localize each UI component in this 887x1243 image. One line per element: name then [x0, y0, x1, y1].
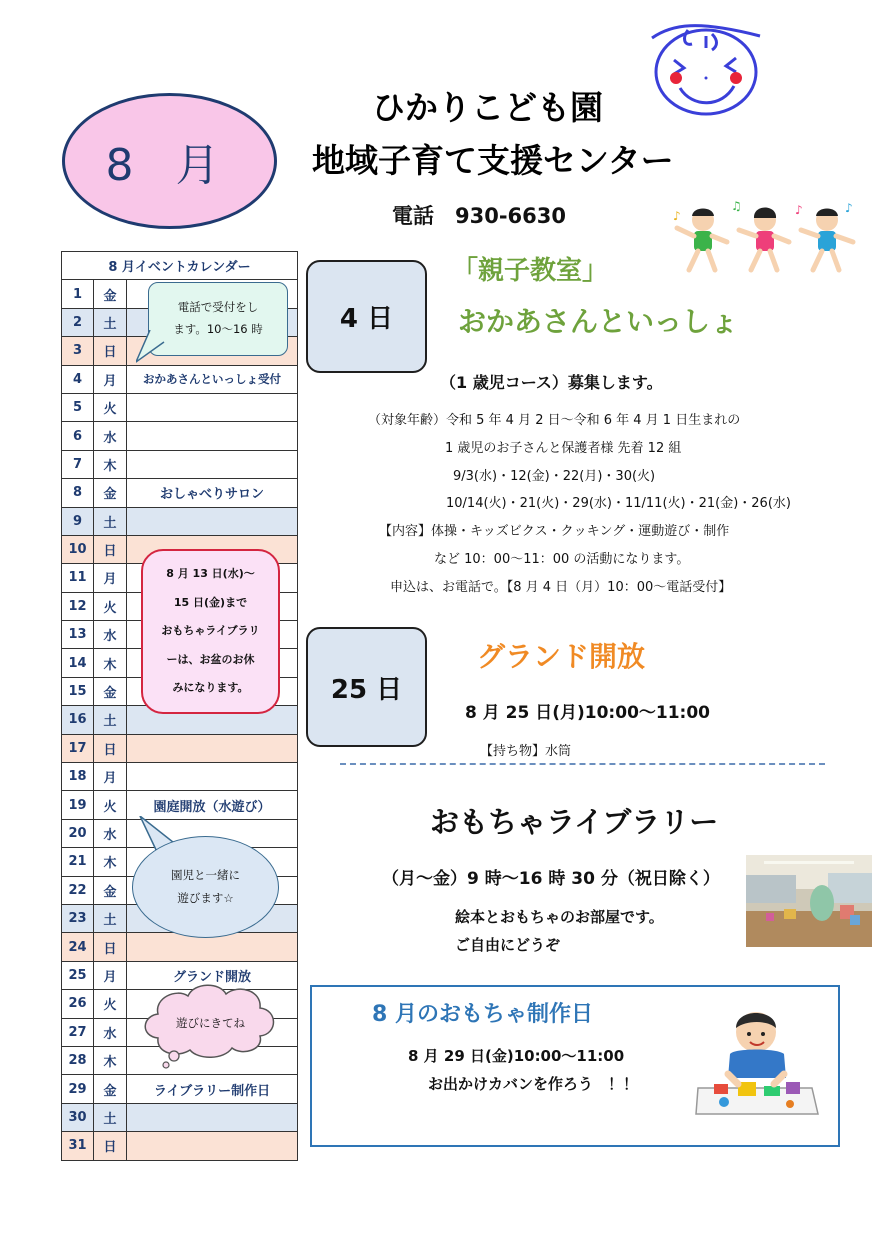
calendar-event — [127, 1103, 298, 1131]
calendar-date: 12 — [62, 592, 94, 620]
class-content: など 10：00～11：00 の活動になります。 — [434, 552, 690, 567]
calendar-date: 29 — [62, 1075, 94, 1103]
calendar-row — [62, 393, 298, 421]
calendar-date: 28 — [62, 1046, 94, 1074]
bubble-text: ます。10～16 時 — [173, 322, 263, 336]
calendar-row — [62, 1103, 298, 1131]
class-content: 【内容】体操・キッズビクス・クッキング・運動遊び・制作 — [379, 524, 730, 539]
day-25-label: 25 日 — [330, 674, 403, 705]
calendar-date: 8 — [62, 479, 94, 507]
calendar-weekday: 金 — [94, 677, 127, 705]
calendar-weekday: 日 — [94, 734, 127, 762]
calendar-date: 19 — [62, 791, 94, 819]
toy-library-desc: ご自由にどうぞ — [455, 936, 561, 954]
calendar-event — [127, 393, 298, 421]
calendar-date: 26 — [62, 990, 94, 1018]
dashed-divider — [340, 763, 825, 765]
recruit-text: （1 歳児コース）募集します。 — [440, 373, 663, 392]
calendar-date: 21 — [62, 848, 94, 876]
calendar-weekday: 土 — [94, 308, 127, 336]
calendar-date: 7 — [62, 450, 94, 478]
calendar-weekday: 火 — [94, 791, 127, 819]
calendar-weekday: 木 — [94, 848, 127, 876]
calendar-title: 8 月イベントカレンダー — [62, 252, 298, 280]
calendar-row — [62, 365, 298, 393]
svg-text:♪: ♪ — [673, 209, 681, 223]
bubble-text: 園児と一緒に — [171, 868, 240, 882]
calendar-weekday: 火 — [94, 592, 127, 620]
dancing-children-icon — [665, 198, 865, 280]
svg-text:♫: ♫ — [731, 199, 742, 213]
center-name: ひかりこども園 — [372, 88, 603, 127]
calendar-date: 24 — [62, 933, 94, 961]
toy-library-desc: 絵本とおもちゃのお部屋です。 — [455, 908, 664, 926]
eligibility-text: 1 歳児のお子さんと保護者様 先着 12 組 — [445, 441, 682, 456]
calendar-date: 1 — [62, 280, 94, 308]
bubble-text: おもちゃライブラリ — [161, 624, 260, 638]
calendar-weekday: 日 — [94, 933, 127, 961]
svg-text:♪: ♪ — [845, 201, 853, 215]
calendar-row — [62, 1075, 298, 1103]
calendar-date: 20 — [62, 819, 94, 847]
calendar-weekday: 金 — [94, 1075, 127, 1103]
calendar-row — [62, 507, 298, 535]
calendar-date: 18 — [62, 763, 94, 791]
calendar-weekday: 土 — [94, 507, 127, 535]
toy-library-title: おもちゃライブラリー — [430, 805, 719, 839]
ground-open-time: 8 月 25 日(月)10:00～11:00 — [465, 703, 711, 723]
calendar-weekday: 月 — [94, 763, 127, 791]
boy-crafting-icon — [694, 1002, 822, 1122]
month-label: 8 月 — [105, 140, 234, 191]
craft-day-title: 8 月のおもちゃ制作日 — [372, 1002, 593, 1027]
obon-closure-bubble — [141, 549, 280, 714]
parent-child-class-title: 「親子教室」 — [452, 256, 609, 286]
calendar-row — [62, 479, 298, 507]
cloud-bubble-text: 遊びにきてね — [176, 1016, 245, 1030]
calendar-date: 14 — [62, 649, 94, 677]
ground-open-bring: 【持ち物】水筒 — [480, 744, 572, 759]
calendar-date: 3 — [62, 337, 94, 365]
calendar-weekday: 月 — [94, 564, 127, 592]
calendar-weekday: 水 — [94, 1018, 127, 1046]
calendar-event: ライブラリー制作日 — [127, 1075, 298, 1103]
calendar-date: 5 — [62, 393, 94, 421]
bubble-tail — [136, 330, 166, 364]
day-25-box — [306, 627, 427, 747]
calendar-event — [127, 450, 298, 478]
month-oval — [62, 93, 277, 229]
calendar-event: おしゃべりサロン — [127, 479, 298, 507]
calendar-weekday: 日 — [94, 1132, 127, 1160]
calendar-weekday: 土 — [94, 1103, 127, 1131]
calendar-event — [127, 422, 298, 450]
center-subtitle: 地域子育て支援センター — [312, 141, 674, 180]
parent-child-class-subtitle: おかあさんといっしょ — [458, 305, 739, 338]
calendar-date: 15 — [62, 677, 94, 705]
calendar-weekday: 日 — [94, 337, 127, 365]
bubble-text: みになります。 — [172, 681, 249, 695]
calendar-weekday: 月 — [94, 365, 127, 393]
calendar-weekday: 日 — [94, 535, 127, 563]
phone-reception-bubble — [148, 282, 288, 356]
calendar-date: 9 — [62, 507, 94, 535]
playroom-photo — [746, 855, 872, 947]
calendar-date: 31 — [62, 1132, 94, 1160]
calendar-weekday: 金 — [94, 479, 127, 507]
calendar-weekday: 水 — [94, 621, 127, 649]
svg-text:♪: ♪ — [795, 203, 803, 217]
calendar-weekday: 土 — [94, 904, 127, 932]
calendar-date: 22 — [62, 876, 94, 904]
calendar-weekday: 土 — [94, 706, 127, 734]
application-info: 申込は、お電話で。【8 月 4 日（月）10：00～電話受付】 — [390, 580, 732, 595]
calendar-weekday: 木 — [94, 1046, 127, 1074]
calendar-event — [127, 1132, 298, 1160]
calendar-date: 6 — [62, 422, 94, 450]
calendar-date: 25 — [62, 961, 94, 989]
day-4-box — [306, 260, 427, 373]
craft-day-activity: お出かけカバンを作ろう ！！ — [428, 1075, 639, 1093]
bubble-text: 遊びます☆ — [177, 891, 234, 905]
calendar-row — [62, 450, 298, 478]
class-dates: 10/14(火)・21(火)・29(水)・11/11(火)・21(金)・26(水) — [446, 496, 791, 511]
garden-play-bubble — [132, 836, 279, 938]
calendar-weekday: 水 — [94, 819, 127, 847]
class-dates: 9/3(水)・12(金)・22(月)・30(火) — [453, 469, 656, 484]
bubble-text: 15 日(金)まで — [173, 595, 248, 609]
calendar-date: 16 — [62, 706, 94, 734]
day-4-label: 4 日 — [339, 304, 394, 334]
calendar-event: グランド開放 — [127, 961, 298, 989]
calendar-date: 2 — [62, 308, 94, 336]
calendar-event: 園庭開放（水遊び） — [127, 791, 298, 819]
calendar-event — [127, 507, 298, 535]
calendar-weekday: 水 — [94, 422, 127, 450]
calendar-weekday: 木 — [94, 649, 127, 677]
calendar-row — [62, 763, 298, 791]
calendar-date: 13 — [62, 621, 94, 649]
craft-day-time: 8 月 29 日(金)10:00～11:00 — [408, 1047, 625, 1065]
calendar-weekday: 金 — [94, 876, 127, 904]
calendar-row — [62, 422, 298, 450]
calendar-weekday: 木 — [94, 450, 127, 478]
toy-library-hours: （月～金）9 時～16 時 30 分（祝日除く） — [382, 869, 720, 889]
calendar-row — [62, 1132, 298, 1160]
calendar-weekday: 火 — [94, 990, 127, 1018]
calendar-weekday: 月 — [94, 961, 127, 989]
calendar-row — [62, 933, 298, 961]
calendar-date: 10 — [62, 535, 94, 563]
calendar-row — [62, 734, 298, 762]
eligibility-text: （対象年齢）令和 5 年 4 月 2 日～令和 6 年 4 月 1 日生まれの — [368, 413, 741, 428]
calendar-date: 23 — [62, 904, 94, 932]
bubble-text: 電話で受付をし — [177, 300, 259, 315]
ground-open-title: グランド開放 — [477, 640, 646, 673]
smiley-face-icon — [648, 16, 766, 116]
calendar-date: 30 — [62, 1103, 94, 1131]
calendar-weekday: 火 — [94, 393, 127, 421]
calendar-date: 4 — [62, 365, 94, 393]
calendar-event — [127, 734, 298, 762]
calendar-event: おかあさんといっしょ受付 — [127, 365, 298, 393]
calendar-date: 11 — [62, 564, 94, 592]
bubble-text: ーは、お盆のお休 — [166, 652, 255, 666]
calendar-date: 27 — [62, 1018, 94, 1046]
bubble-text: 8 月 13 日(水)～ — [166, 567, 255, 581]
calendar-weekday: 金 — [94, 280, 127, 308]
calendar-event — [127, 763, 298, 791]
phone-number: 電話 930-6630 — [392, 204, 566, 228]
calendar-date: 17 — [62, 734, 94, 762]
